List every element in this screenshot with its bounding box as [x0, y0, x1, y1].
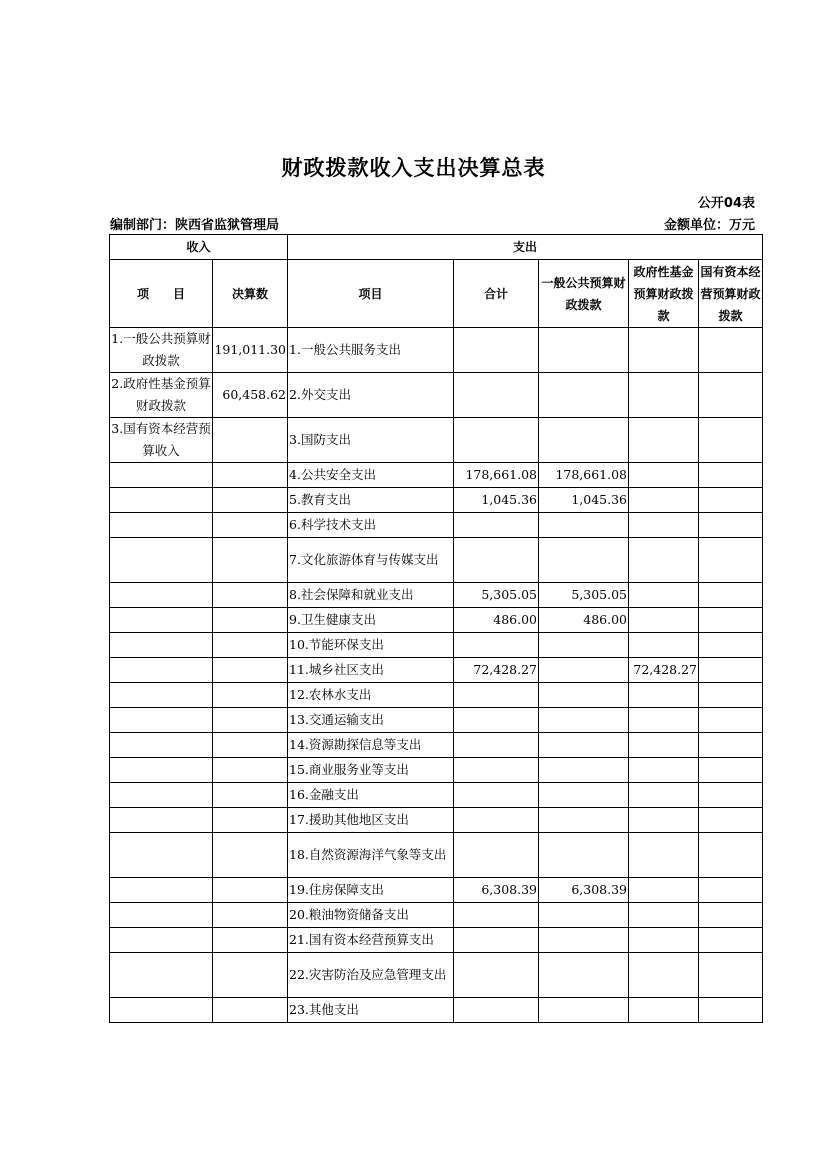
expense-item-cell: 15.商业服务业等支出 [288, 758, 454, 783]
state-capital-cell [699, 903, 763, 928]
table-row [110, 758, 763, 783]
state-capital-cell [699, 833, 763, 878]
gov-fund-cell [629, 683, 699, 708]
department-label: 编制部门：陕西省监狱管理局 [110, 218, 280, 233]
gov-fund-cell [629, 783, 699, 808]
income-item-cell [110, 463, 213, 488]
state-capital-cell [699, 928, 763, 953]
gov-fund-cell [629, 833, 699, 878]
total-cell: 486.00 [454, 608, 539, 633]
gov-fund-cell [629, 538, 699, 583]
income-amount-cell [213, 513, 288, 538]
table-row [110, 733, 763, 758]
income-item-cell [110, 708, 213, 733]
total-cell: 6,308.39 [454, 878, 539, 903]
expense-item-cell: 17.援助其他地区支出 [288, 808, 454, 833]
state-capital-cell [699, 953, 763, 998]
gov-fund-cell [629, 463, 699, 488]
table-row [110, 538, 763, 583]
gov-fund-cell: 72,428.27 [629, 658, 699, 683]
general-budget-cell [539, 733, 629, 758]
state-capital-cell [699, 373, 763, 418]
income-amount-cell [213, 538, 288, 583]
expense-item-cell: 4.公共安全支出 [288, 463, 454, 488]
state-capital-cell [699, 488, 763, 513]
income-item-cell [110, 833, 213, 878]
total-header: 合计 [454, 260, 539, 328]
expense-item-cell: 11.城乡社区支出 [288, 658, 454, 683]
income-item-cell [110, 953, 213, 998]
gov-fund-cell [629, 373, 699, 418]
state-capital-cell [699, 608, 763, 633]
general-budget-cell [539, 998, 629, 1023]
income-amount-cell [213, 708, 288, 733]
income-item-cell [110, 538, 213, 583]
expense-item-cell: 8.社会保障和就业支出 [288, 583, 454, 608]
total-cell [454, 373, 539, 418]
income-item-cell [110, 608, 213, 633]
state-capital-cell [699, 708, 763, 733]
income-item-cell [110, 808, 213, 833]
expense-item-cell: 7.文化旅游体育与传媒支出 [288, 538, 454, 583]
income-amount-cell [213, 418, 288, 463]
income-item-cell: 2.政府性基金预算财政拨款 [110, 373, 213, 418]
expense-item-cell: 16.金融支出 [288, 783, 454, 808]
state-capital-cell [699, 418, 763, 463]
general-budget-cell: 5,305.05 [539, 583, 629, 608]
state-capital-cell [699, 328, 763, 373]
total-cell [454, 733, 539, 758]
total-cell [454, 633, 539, 658]
expense-item-cell: 14.资源勘探信息等支出 [288, 733, 454, 758]
state-capital-cell [699, 998, 763, 1023]
total-cell [454, 953, 539, 998]
table-row [110, 708, 763, 733]
state-capital-cell [699, 758, 763, 783]
gov-fund-cell [629, 758, 699, 783]
income-amount-cell [213, 488, 288, 513]
table-row [110, 658, 763, 683]
total-cell [454, 758, 539, 783]
table-row [110, 953, 763, 998]
income-item-cell [110, 878, 213, 903]
general-budget-cell [539, 418, 629, 463]
table-row [110, 833, 763, 878]
expense-item-cell: 19.住房保障支出 [288, 878, 454, 903]
expense-item-cell: 10.节能环保支出 [288, 633, 454, 658]
general-budget-cell [539, 328, 629, 373]
table-row [110, 878, 763, 903]
state-capital-cell [699, 733, 763, 758]
table-code: 公开04表 [697, 196, 755, 211]
income-amount-cell [213, 658, 288, 683]
income-item-cell [110, 733, 213, 758]
expense-item-cell: 12.农林水支出 [288, 683, 454, 708]
income-amount-cell: 191,011.30 [213, 328, 288, 373]
general-budget-cell [539, 833, 629, 878]
gov-fund-header: 政府性基金预算财政拨款 [629, 260, 699, 328]
general-budget-cell [539, 513, 629, 538]
general-budget-cell [539, 808, 629, 833]
income-amount-cell [213, 903, 288, 928]
table-row [110, 998, 763, 1023]
income-item-cell [110, 998, 213, 1023]
budget-table [109, 234, 763, 1023]
gov-fund-cell [629, 633, 699, 658]
state-capital-cell [699, 683, 763, 708]
total-cell [454, 808, 539, 833]
income-item-cell: 3.国有资本经营预算收入 [110, 418, 213, 463]
table-row [110, 808, 763, 833]
income-item-cell [110, 903, 213, 928]
general-budget-cell: 6,308.39 [539, 878, 629, 903]
income-amount-cell [213, 928, 288, 953]
state-capital-cell [699, 583, 763, 608]
general-budget-cell: 1,045.36 [539, 488, 629, 513]
gov-fund-cell [629, 608, 699, 633]
income-amount-cell [213, 733, 288, 758]
total-cell: 1,045.36 [454, 488, 539, 513]
income-item-cell [110, 658, 213, 683]
total-cell [454, 708, 539, 733]
expense-item-cell: 5.教育支出 [288, 488, 454, 513]
expense-item-cell: 23.其他支出 [288, 998, 454, 1023]
income-amount-cell [213, 633, 288, 658]
total-cell [454, 998, 539, 1023]
table-row [110, 633, 763, 658]
total-cell [454, 418, 539, 463]
gov-fund-cell [629, 418, 699, 463]
state-capital-cell [699, 513, 763, 538]
gov-fund-cell [629, 878, 699, 903]
general-budget-cell: 178,661.08 [539, 463, 629, 488]
general-budget-cell [539, 953, 629, 998]
total-cell: 5,305.05 [454, 583, 539, 608]
income-item-cell [110, 928, 213, 953]
expense-item-cell: 18.自然资源海洋气象等支出 [288, 833, 454, 878]
gov-fund-cell [629, 513, 699, 538]
gov-fund-cell [629, 953, 699, 998]
income-item-cell [110, 583, 213, 608]
table-row [110, 583, 763, 608]
general-budget-cell [539, 758, 629, 783]
total-cell [454, 683, 539, 708]
general-budget-cell [539, 658, 629, 683]
table-row [110, 373, 763, 418]
gov-fund-cell [629, 733, 699, 758]
income-item-cell: 1.一般公共预算财政拨款 [110, 328, 213, 373]
expense-group-header: 支出 [288, 235, 763, 260]
general-budget-cell [539, 783, 629, 808]
state-capital-header: 国有资本经营预算财政拨款 [699, 260, 763, 328]
gov-fund-cell [629, 488, 699, 513]
table-body [110, 328, 763, 1023]
expense-item-cell: 13.交通运输支出 [288, 708, 454, 733]
table-row [110, 903, 763, 928]
table-row [110, 608, 763, 633]
table-row [110, 488, 763, 513]
total-cell [454, 328, 539, 373]
general-budget-cell [539, 633, 629, 658]
expense-item-cell: 22.灾害防治及应急管理支出 [288, 953, 454, 998]
table-row [110, 328, 763, 373]
total-cell: 72,428.27 [454, 658, 539, 683]
general-budget-cell [539, 538, 629, 583]
state-capital-cell [699, 783, 763, 808]
expense-item-cell: 21.国有资本经营预算支出 [288, 928, 454, 953]
income-item-cell [110, 488, 213, 513]
income-item-header: 项 目 [110, 260, 213, 328]
table-row [110, 418, 763, 463]
expense-item-header: 项目 [288, 260, 454, 328]
income-amount-cell [213, 998, 288, 1023]
state-capital-cell [699, 878, 763, 903]
page-title: 财政拨款收入支出决算总表 [281, 156, 546, 180]
state-capital-cell [699, 808, 763, 833]
income-amount-cell [213, 878, 288, 903]
expense-item-cell: 1.一般公共服务支出 [288, 328, 454, 373]
income-amount-cell: 60,458.62 [213, 373, 288, 418]
general-budget-cell [539, 928, 629, 953]
income-item-cell [110, 513, 213, 538]
income-amount-cell [213, 463, 288, 488]
gov-fund-cell [629, 998, 699, 1023]
table-row [110, 683, 763, 708]
income-amount-cell [213, 808, 288, 833]
income-amount-cell [213, 758, 288, 783]
expense-item-cell: 9.卫生健康支出 [288, 608, 454, 633]
table-row [110, 513, 763, 538]
income-amount-header: 决算数 [213, 260, 288, 328]
total-cell [454, 928, 539, 953]
state-capital-cell [699, 658, 763, 683]
total-cell [454, 538, 539, 583]
general-budget-cell: 486.00 [539, 608, 629, 633]
table-row [110, 928, 763, 953]
income-amount-cell [213, 953, 288, 998]
state-capital-cell [699, 463, 763, 488]
general-budget-cell [539, 903, 629, 928]
table-row [110, 463, 763, 488]
income-amount-cell [213, 583, 288, 608]
total-cell [454, 513, 539, 538]
gov-fund-cell [629, 903, 699, 928]
income-amount-cell [213, 683, 288, 708]
gov-fund-cell [629, 808, 699, 833]
general-budget-cell [539, 683, 629, 708]
general-budget-cell [539, 373, 629, 418]
expense-item-cell: 20.粮油物资储备支出 [288, 903, 454, 928]
income-amount-cell [213, 833, 288, 878]
gov-fund-cell [629, 708, 699, 733]
expense-item-cell: 6.科学技术支出 [288, 513, 454, 538]
total-cell: 178,661.08 [454, 463, 539, 488]
income-item-cell [110, 683, 213, 708]
income-item-cell [110, 633, 213, 658]
income-amount-cell [213, 783, 288, 808]
state-capital-cell [699, 538, 763, 583]
expense-item-cell: 3.国防支出 [288, 418, 454, 463]
general-budget-header: 一般公共预算财政拨款 [539, 260, 629, 328]
state-capital-cell [699, 633, 763, 658]
table-row [110, 783, 763, 808]
general-budget-cell [539, 708, 629, 733]
gov-fund-cell [629, 583, 699, 608]
total-cell [454, 903, 539, 928]
unit-label: 金额单位：万元 [663, 218, 755, 233]
total-cell [454, 833, 539, 878]
gov-fund-cell [629, 928, 699, 953]
expense-item-cell: 2.外交支出 [288, 373, 454, 418]
income-group-header: 收入 [110, 235, 288, 260]
total-cell [454, 783, 539, 808]
income-item-cell [110, 783, 213, 808]
income-amount-cell [213, 608, 288, 633]
gov-fund-cell [629, 328, 699, 373]
income-item-cell [110, 758, 213, 783]
